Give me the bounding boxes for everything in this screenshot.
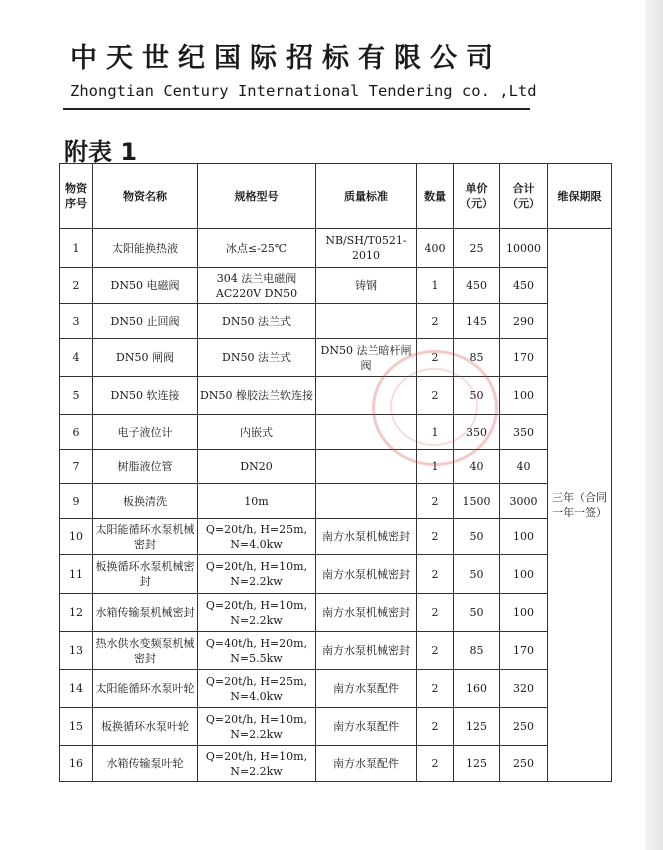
cell-name: DN50 止回阀 xyxy=(93,304,198,339)
table-row xyxy=(60,377,612,415)
cell-qty: 2 xyxy=(417,519,454,555)
cell-spec: 冰点≤-25℃ xyxy=(198,229,316,268)
cell-seq: 12 xyxy=(60,594,93,632)
cell-standard: NB/SH/T0521-2010 xyxy=(316,229,417,268)
cell-name: 水箱传输泵机械密封 xyxy=(93,594,198,632)
cell-seq: 5 xyxy=(60,377,93,415)
cell-total: 100 xyxy=(500,377,548,415)
cell-seq: 6 xyxy=(60,415,93,450)
cell-seq: 3 xyxy=(60,304,93,339)
cell-name: DN50 闸阀 xyxy=(93,339,198,377)
cell-spec: DN50 法兰式 xyxy=(198,339,316,377)
cell-unit-price: 350 xyxy=(454,415,500,450)
cell-unit-price: 125 xyxy=(454,708,500,746)
cell-standard xyxy=(316,450,417,484)
cell-qty: 2 xyxy=(417,632,454,670)
cell-spec: Q=20t/h, H=10m, N=2.2kw xyxy=(198,708,316,746)
cell-seq: 1 xyxy=(60,229,93,268)
cell-unit-price: 50 xyxy=(454,594,500,632)
cell-name: 太阳能换热液 xyxy=(93,229,198,268)
cell-standard: 南方水泵机械密封 xyxy=(316,594,417,632)
cell-unit-price: 25 xyxy=(454,229,500,268)
cell-qty: 2 xyxy=(417,484,454,519)
cell-seq: 10 xyxy=(60,519,93,555)
cell-standard xyxy=(316,304,417,339)
cell-total: 100 xyxy=(500,519,548,555)
cell-standard: 南方水泵配件 xyxy=(316,670,417,708)
cell-spec: DN50 法兰式 xyxy=(198,304,316,339)
table-body xyxy=(60,229,612,782)
cell-total: 250 xyxy=(500,708,548,746)
cell-standard: 南方水泵机械密封 xyxy=(316,519,417,555)
cell-name: 板换清洗 xyxy=(93,484,198,519)
cell-seq: 13 xyxy=(60,632,93,670)
cell-warranty: 三年（合同一年一签） xyxy=(548,229,612,782)
cell-standard: 铸钢 xyxy=(316,268,417,304)
cell-spec: DN20 xyxy=(198,450,316,484)
cell-total: 320 xyxy=(500,670,548,708)
cell-unit-price: 1500 xyxy=(454,484,500,519)
header-seq: 物资序号 xyxy=(60,164,93,229)
cell-unit-price: 50 xyxy=(454,377,500,415)
table-row xyxy=(60,484,612,519)
cell-total: 290 xyxy=(500,304,548,339)
header-warranty: 维保期限 xyxy=(548,164,612,229)
cell-seq: 4 xyxy=(60,339,93,377)
cell-seq: 15 xyxy=(60,708,93,746)
cell-qty: 2 xyxy=(417,555,454,594)
cell-name: 太阳能循环水泵机械密封 xyxy=(93,519,198,555)
header-standard: 质量标准 xyxy=(316,164,417,229)
cell-unit-price: 85 xyxy=(454,339,500,377)
cell-spec: 内嵌式 xyxy=(198,415,316,450)
cell-standard: 南方水泵配件 xyxy=(316,708,417,746)
cell-seq: 2 xyxy=(60,268,93,304)
cell-qty: 2 xyxy=(417,670,454,708)
cell-qty: 2 xyxy=(417,594,454,632)
items-table xyxy=(59,163,612,782)
table-row xyxy=(60,268,612,304)
cell-unit-price: 40 xyxy=(454,450,500,484)
cell-total: 350 xyxy=(500,415,548,450)
cell-total: 10000 xyxy=(500,229,548,268)
cell-unit-price: 145 xyxy=(454,304,500,339)
cell-spec: 304 法兰电磁阀 AC220V DN50 xyxy=(198,268,316,304)
cell-name: DN50 软连接 xyxy=(93,377,198,415)
header-spec: 规格型号 xyxy=(198,164,316,229)
cell-standard: 南方水泵机械密封 xyxy=(316,555,417,594)
cell-standard: 南方水泵配件 xyxy=(316,746,417,782)
cell-qty: 1 xyxy=(417,450,454,484)
table-row xyxy=(60,519,612,555)
cell-qty: 1 xyxy=(417,268,454,304)
cell-standard: DN50 法兰暗杆闸阀 xyxy=(316,339,417,377)
header-qty: 数量 xyxy=(417,164,454,229)
cell-name: DN50 电磁阀 xyxy=(93,268,198,304)
table-row xyxy=(60,450,612,484)
table-row xyxy=(60,229,612,268)
cell-seq: 16 xyxy=(60,746,93,782)
cell-qty: 1 xyxy=(417,415,454,450)
cell-qty: 400 xyxy=(417,229,454,268)
cell-spec: Q=20t/h, H=10m, N=2.2kw xyxy=(198,594,316,632)
header-name: 物资名称 xyxy=(93,164,198,229)
cell-total: 3000 xyxy=(500,484,548,519)
cell-name: 水箱传输泵叶轮 xyxy=(93,746,198,782)
cell-spec: Q=20t/h, H=10m, N=2.2kw xyxy=(198,555,316,594)
letterhead-company-cn: 中天世纪国际招标有限公司 xyxy=(70,43,502,74)
cell-unit-price: 85 xyxy=(454,632,500,670)
cell-name: 板换循环水泵机械密封 xyxy=(93,555,198,594)
table-row xyxy=(60,708,612,746)
cell-unit-price: 50 xyxy=(454,555,500,594)
appendix-title: 附表 1 xyxy=(64,138,138,166)
cell-qty: 2 xyxy=(417,304,454,339)
cell-standard xyxy=(316,484,417,519)
cell-name: 板换循环水泵叶轮 xyxy=(93,708,198,746)
table-row xyxy=(60,415,612,450)
cell-seq: 7 xyxy=(60,450,93,484)
cell-unit-price: 160 xyxy=(454,670,500,708)
cell-total: 100 xyxy=(500,555,548,594)
table-header-row xyxy=(60,164,612,229)
cell-spec: 10m xyxy=(198,484,316,519)
cell-seq: 14 xyxy=(60,670,93,708)
table-row xyxy=(60,304,612,339)
cell-standard: 南方水泵机械密封 xyxy=(316,632,417,670)
cell-spec: Q=20t/h, H=25m, N=4.0kw xyxy=(198,670,316,708)
cell-unit-price: 125 xyxy=(454,746,500,782)
cell-standard xyxy=(316,377,417,415)
cell-standard xyxy=(316,415,417,450)
cell-total: 250 xyxy=(500,746,548,782)
cell-unit-price: 450 xyxy=(454,268,500,304)
table-row xyxy=(60,746,612,782)
cell-seq: 11 xyxy=(60,555,93,594)
header-unit-price: 单价（元） xyxy=(454,164,500,229)
cell-total: 170 xyxy=(500,339,548,377)
cell-qty: 2 xyxy=(417,339,454,377)
letterhead-rule xyxy=(63,108,530,110)
cell-unit-price: 50 xyxy=(454,519,500,555)
cell-spec: DN50 橡胶法兰软连接 xyxy=(198,377,316,415)
table-row xyxy=(60,339,612,377)
table-row xyxy=(60,670,612,708)
cell-total: 450 xyxy=(500,268,548,304)
cell-total: 100 xyxy=(500,594,548,632)
cell-total: 40 xyxy=(500,450,548,484)
table-row xyxy=(60,594,612,632)
cell-seq: 9 xyxy=(60,484,93,519)
cell-qty: 2 xyxy=(417,746,454,782)
cell-name: 太阳能循环水泵叶轮 xyxy=(93,670,198,708)
cell-total: 170 xyxy=(500,632,548,670)
table-row xyxy=(60,632,612,670)
table-row xyxy=(60,555,612,594)
letterhead-company-en: Zhongtian Century International Tendering co. ,Ltd xyxy=(70,82,537,100)
cell-qty: 2 xyxy=(417,377,454,415)
cell-spec: Q=40t/h, H=20m, N=5.5kw xyxy=(198,632,316,670)
cell-qty: 2 xyxy=(417,708,454,746)
cell-spec: Q=20t/h, H=10m, N=2.2kw xyxy=(198,746,316,782)
cell-spec: Q=20t/h, H=25m, N=4.0kw xyxy=(198,519,316,555)
cell-name: 电子液位计 xyxy=(93,415,198,450)
cell-name: 热水供水变频泵机械密封 xyxy=(93,632,198,670)
cell-name: 树脂液位管 xyxy=(93,450,198,484)
page-edge-shadow xyxy=(645,0,663,850)
header-total: 合计（元） xyxy=(500,164,548,229)
